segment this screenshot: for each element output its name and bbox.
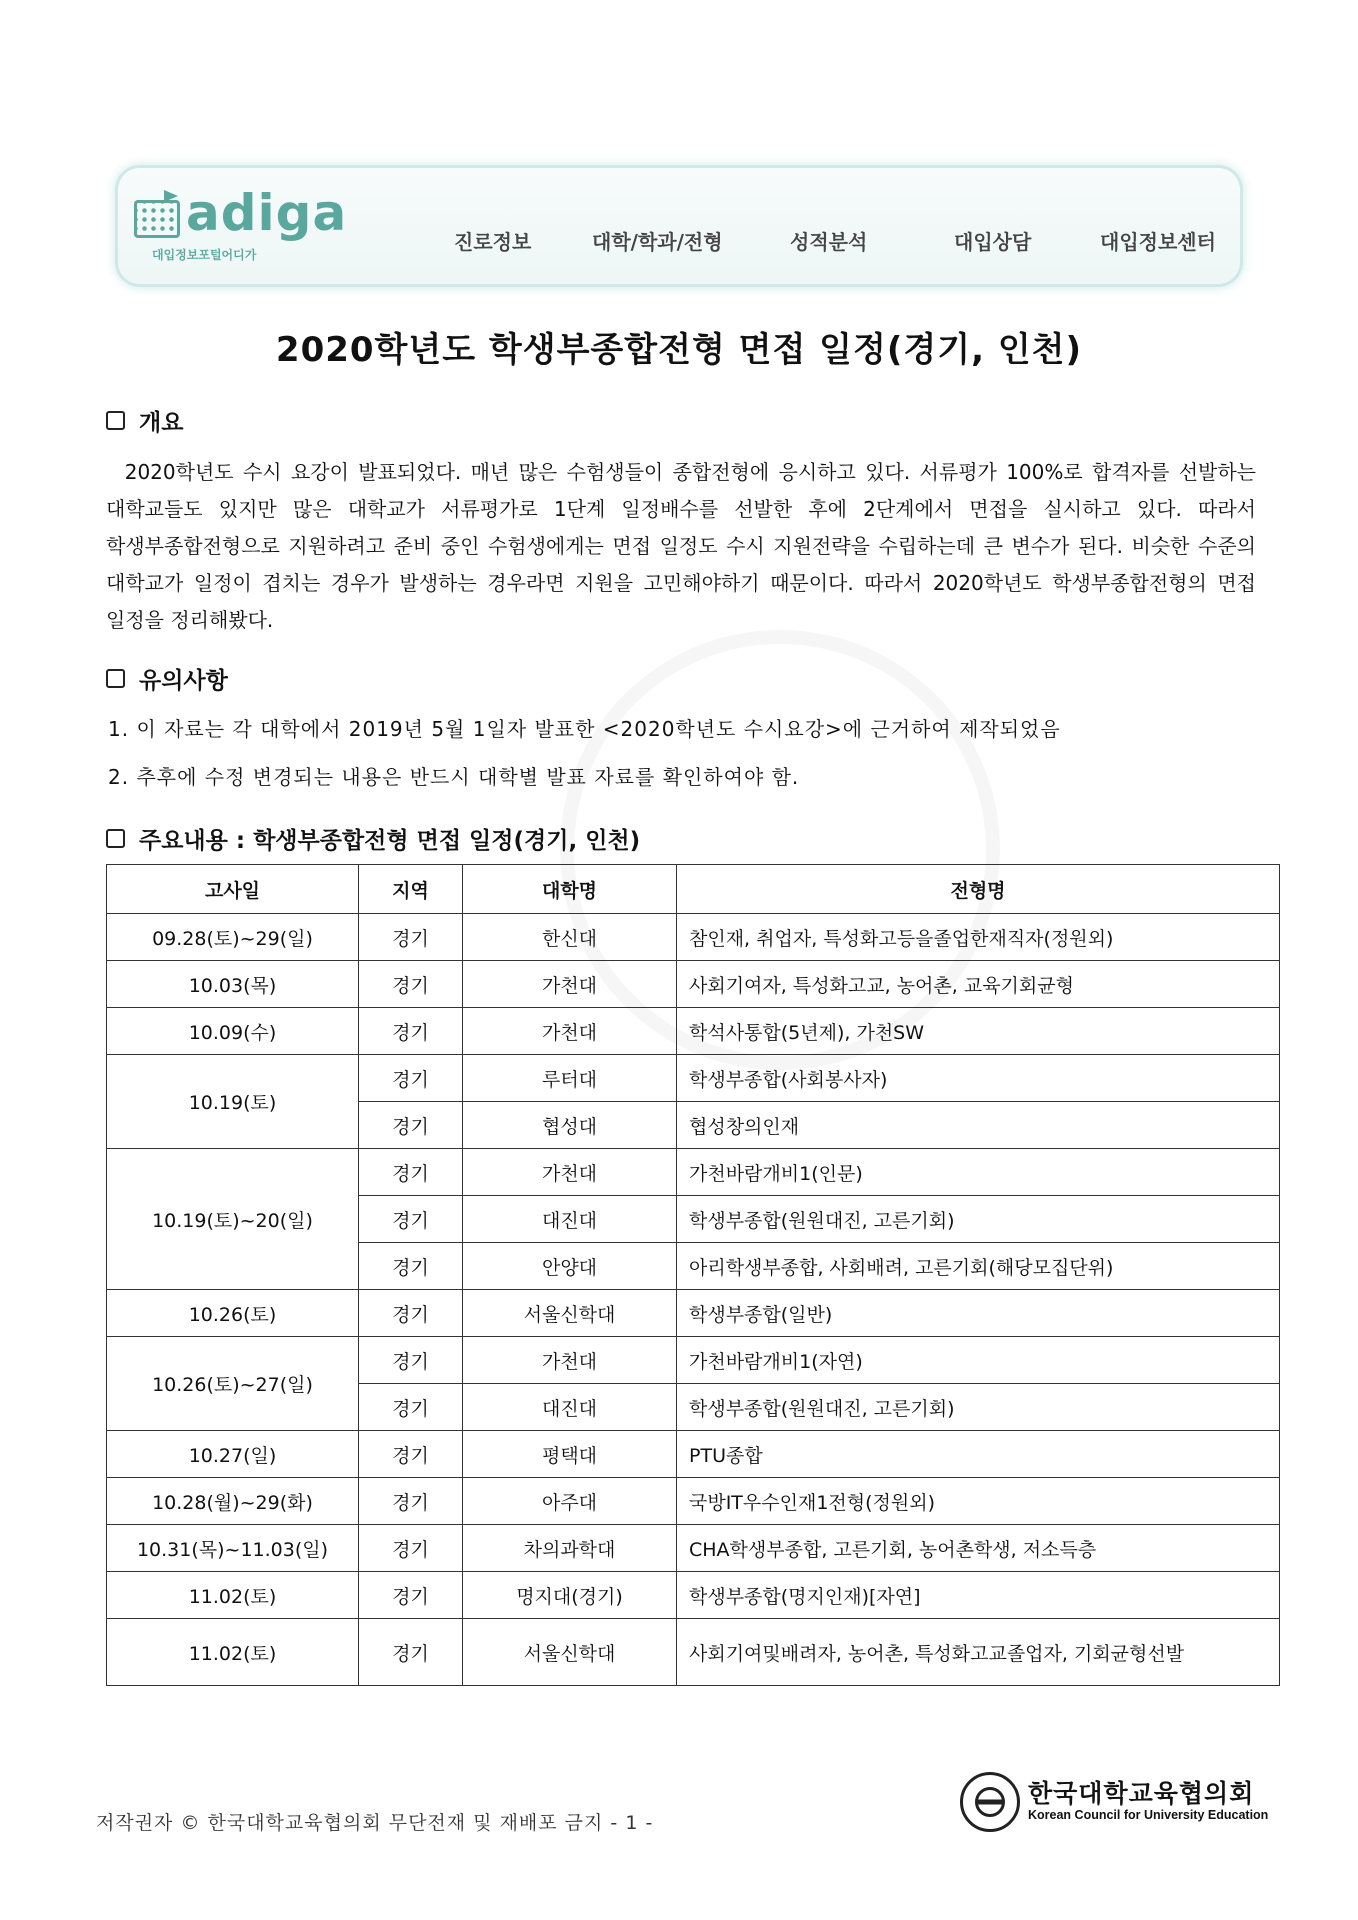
nav-university-major-admission[interactable]: 대학/학과/전형 bbox=[592, 230, 723, 254]
overview-heading-label: 개요 bbox=[139, 410, 184, 436]
kcue-name-korean: 한국대학교육협의회 bbox=[1028, 1779, 1255, 1808]
cell-university: 가천대 bbox=[463, 1149, 677, 1196]
header-admission-type: 전형명 bbox=[677, 865, 1280, 914]
cell-region: 경기 bbox=[359, 1196, 463, 1243]
cell-region: 경기 bbox=[359, 1290, 463, 1337]
cell-university: 대진대 bbox=[463, 1384, 677, 1431]
cell-university: 대진대 bbox=[463, 1196, 677, 1243]
cell-region: 경기 bbox=[359, 961, 463, 1008]
kcue-logo bbox=[960, 1772, 1269, 1838]
cell-admission-type: 학석사통합(5년제), 가천SW bbox=[677, 1008, 1280, 1055]
notice-item-2: 2. 추후에 수정 변경되는 내용은 반드시 대학별 발표 자료를 확인하여야 함. bbox=[108, 765, 800, 789]
header-banner bbox=[118, 168, 1240, 284]
table-row bbox=[107, 1008, 1280, 1055]
building-icon bbox=[134, 200, 180, 238]
cell-date: 11.02(토) bbox=[107, 1619, 359, 1686]
cell-region: 경기 bbox=[359, 1008, 463, 1055]
notice-heading-label: 유의사항 bbox=[139, 668, 228, 694]
cell-university: 평택대 bbox=[463, 1431, 677, 1478]
cell-date: 10.27(일) bbox=[107, 1431, 359, 1478]
cell-region: 경기 bbox=[359, 1572, 463, 1619]
nav-admission-info-center[interactable]: 대입정보센터 bbox=[1100, 230, 1216, 254]
cell-university: 가천대 bbox=[463, 1008, 677, 1055]
cell-admission-type: 사회기여및배려자, 농어촌, 특성화고교졸업자, 기회균형선발 bbox=[677, 1619, 1280, 1686]
cell-university: 협성대 bbox=[463, 1102, 677, 1149]
logo-subtitle: 대입정보포털어디가 bbox=[152, 248, 257, 262]
cell-date: 10.28(월)~29(화) bbox=[107, 1478, 359, 1525]
cell-admission-type: 학생부종합(원원대진, 고른기회) bbox=[677, 1384, 1280, 1431]
overview-text: 2020학년도 수시 요강이 발표되었다. 매년 많은 수험생들이 종합전형에 응시하고 있다. 서류평가 100%로 합격자를 선발하는 대학교들도 있지만 많은 대학교가 서류평가로 1단계 일정배수를 선발한 후에 2단계에서 면접을 실시하고 있다. 따라서 학생부종합전형으로 지원하려고 준비 중인 수험생에게는 면접 일정도 수시 지원전략을 수립하는데 큰 변수가 된다. 비슷한 수준의 대학교가 일정이 겹치는 경우가 발생하는 경우라면 지원을 고민해야하기 때문이다. 따라서 2020학년도 학생부종합전형의 면접 일정을 정리해봤다. bbox=[106, 460, 1256, 632]
notice-item-1: 1. 이 자료는 각 대학에서 2019년 5월 1일자 발표한 <2020학년도 수시요강>에 근거하여 제작되었음 bbox=[108, 717, 1061, 741]
cell-university: 가천대 bbox=[463, 961, 677, 1008]
table-row bbox=[107, 1572, 1280, 1619]
header-region: 지역 bbox=[359, 865, 463, 914]
cell-admission-type: 참인재, 취업자, 특성화고등을졸업한재직자(정원외) bbox=[677, 914, 1280, 961]
overview-heading bbox=[106, 404, 183, 437]
adiga-logo[interactable] bbox=[134, 184, 364, 264]
cell-region: 경기 bbox=[359, 1384, 463, 1431]
cell-region: 경기 bbox=[359, 1525, 463, 1572]
main-content-heading bbox=[106, 822, 640, 855]
interview-schedule-table bbox=[106, 864, 1280, 1686]
cell-admission-type: 가천바람개비1(자연) bbox=[677, 1337, 1280, 1384]
cell-date: 10.03(목) bbox=[107, 961, 359, 1008]
table-row bbox=[107, 1290, 1280, 1337]
cell-university: 차의과학대 bbox=[463, 1525, 677, 1572]
cell-university: 한신대 bbox=[463, 914, 677, 961]
cell-admission-type: 학생부종합(명지인재)[자연] bbox=[677, 1572, 1280, 1619]
cell-date: 10.19(토) bbox=[107, 1055, 359, 1149]
copyright-footer: 저작권자 © 한국대학교육협의회 무단전재 및 재배포 금지 - 1 - bbox=[96, 1812, 654, 1834]
cell-university: 가천대 bbox=[463, 1337, 677, 1384]
nav-career-info[interactable]: 진로정보 bbox=[454, 230, 532, 254]
checkbox-icon bbox=[106, 829, 125, 848]
cell-admission-type: 사회기여자, 특성화고교, 농어촌, 교육기회균형 bbox=[677, 961, 1280, 1008]
kcue-seal-icon bbox=[960, 1772, 1020, 1832]
cell-date: 10.19(토)~20(일) bbox=[107, 1149, 359, 1290]
table-row bbox=[107, 914, 1280, 961]
logo-wordmark: adiga bbox=[186, 184, 348, 242]
cell-university: 루터대 bbox=[463, 1055, 677, 1102]
header-university: 대학명 bbox=[463, 865, 677, 914]
cell-region: 경기 bbox=[359, 1619, 463, 1686]
cell-date: 11.02(토) bbox=[107, 1572, 359, 1619]
cell-date: 10.26(토)~27(일) bbox=[107, 1337, 359, 1431]
cell-region: 경기 bbox=[359, 914, 463, 961]
cell-region: 경기 bbox=[359, 1337, 463, 1384]
cell-university: 서울신학대 bbox=[463, 1619, 677, 1686]
cell-region: 경기 bbox=[359, 1243, 463, 1290]
checkbox-icon bbox=[106, 411, 125, 430]
nav-admission-counsel[interactable]: 대입상담 bbox=[954, 230, 1032, 254]
table-row bbox=[107, 1431, 1280, 1478]
cell-admission-type: 학생부종합(사회봉사자) bbox=[677, 1055, 1280, 1102]
table-row bbox=[107, 961, 1280, 1008]
cell-university: 서울신학대 bbox=[463, 1290, 677, 1337]
cell-university: 안양대 bbox=[463, 1243, 677, 1290]
cell-date: 10.31(목)~11.03(일) bbox=[107, 1525, 359, 1572]
cell-region: 경기 bbox=[359, 1149, 463, 1196]
cell-region: 경기 bbox=[359, 1478, 463, 1525]
main-content-heading-label: 주요내용 : 학생부종합전형 면접 일정(경기, 인천) bbox=[139, 828, 641, 854]
cell-region: 경기 bbox=[359, 1431, 463, 1478]
page-title: 2020학년도 학생부종합전형 면접 일정(경기, 인천) bbox=[275, 330, 1083, 370]
table-row bbox=[107, 1478, 1280, 1525]
table-row bbox=[107, 1149, 1280, 1196]
cell-university: 명지대(경기) bbox=[463, 1572, 677, 1619]
nav-grade-analysis[interactable]: 성적분석 bbox=[790, 230, 868, 254]
cell-admission-type: 학생부종합(일반) bbox=[677, 1290, 1280, 1337]
cell-admission-type: 협성창의인재 bbox=[677, 1102, 1280, 1149]
table-header-row bbox=[107, 865, 1280, 914]
cell-region: 경기 bbox=[359, 1055, 463, 1102]
cell-university: 아주대 bbox=[463, 1478, 677, 1525]
cell-admission-type: 아리학생부종합, 사회배려, 고른기회(해당모집단위) bbox=[677, 1243, 1280, 1290]
cell-date: 10.09(수) bbox=[107, 1008, 359, 1055]
cell-admission-type: 국방IT우수인재1전형(정원외) bbox=[677, 1478, 1280, 1525]
cell-region: 경기 bbox=[359, 1102, 463, 1149]
flag-icon bbox=[164, 190, 178, 202]
cell-date: 10.26(토) bbox=[107, 1290, 359, 1337]
table-row bbox=[107, 1619, 1280, 1686]
overview-paragraph bbox=[106, 454, 1256, 639]
checkbox-icon bbox=[106, 669, 125, 688]
kcue-name-english: Korean Council for University Education bbox=[1028, 1808, 1269, 1822]
table-row bbox=[107, 1055, 1280, 1102]
cell-admission-type: 학생부종합(원원대진, 고른기회) bbox=[677, 1196, 1280, 1243]
notice-heading bbox=[106, 662, 228, 695]
cell-admission-type: PTU종합 bbox=[677, 1431, 1280, 1478]
cell-admission-type: CHA학생부종합, 고른기회, 농어촌학생, 저소득층 bbox=[677, 1525, 1280, 1572]
table-row bbox=[107, 1525, 1280, 1572]
cell-date: 09.28(토)~29(일) bbox=[107, 914, 359, 961]
header-exam-date: 고사일 bbox=[107, 865, 359, 914]
table-row bbox=[107, 1337, 1280, 1384]
cell-admission-type: 가천바람개비1(인문) bbox=[677, 1149, 1280, 1196]
